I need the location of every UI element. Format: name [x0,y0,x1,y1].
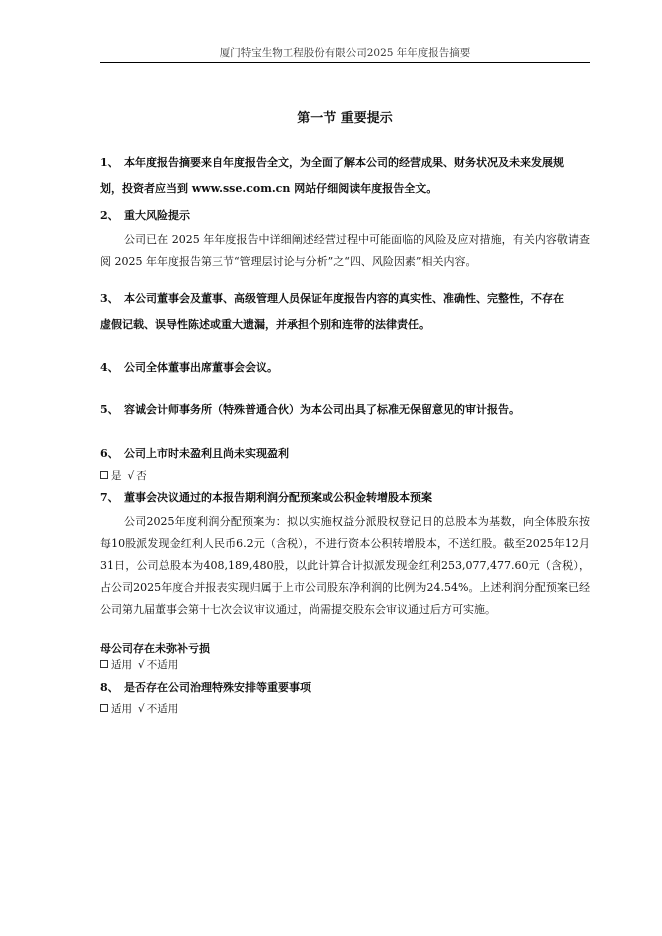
item-4-number: 4、 [100,361,119,374]
item-2-heading: 重大风险提示 [124,209,190,222]
option-no-label: 否 [136,470,147,482]
option-not-applicable-label: 不适用 [146,703,179,715]
checkbox-empty-icon [100,471,108,479]
item-6-number: 6、 [100,447,119,460]
item-8-number: 8、 [100,681,119,694]
item-1-line-2: 划，投资者应当到 www.sse.com.cn 网站仔细阅读年度报告全文。 [100,182,438,195]
check-mark-icon: √ [138,703,145,715]
checkbox-empty-icon [100,704,108,712]
item-2-body: 公司已在 2025 年年度报告中详细阐述经营过程中可能面临的风险及应对措施，有关内容敬请查阅 2025 年年度报告第三节“管理层讨论与分析”之“四、风险因素”相关内容。 [100,233,590,268]
item-7-body: 公司2025年度利润分配预案为：拟以实施权益分派股权登记日的总股本为基数，向全体股东按每10股派发现金红利人民币6.2元（含税），不进行资本公积转增股本，不送红股。截至2025年12月31日，公司总股本为408,189,480股，以此计算合计拟派发现金红利253,077,477.60元（含税），占公司2025年度合并报表实现归属于上市公司股东净利润的比例为24.54%。上述利润分配预案已经公司第九届董事会第十七次会议审议通过，尚需提交股东会审议通过后方可实施。 [100,515,590,616]
item-3-number: 3、 [100,292,119,305]
section-title: 第一节 重要提示 [297,111,393,126]
item-8-heading: 是否存在公司治理特殊安排等重要事项 [124,681,311,694]
item-6-options [100,468,147,484]
item-7-number: 7、 [100,491,119,504]
parent-loss-options [100,657,178,673]
item-6-heading: 公司上市时未盈利且尚未实现盈利 [124,447,289,460]
item-6-heading-row [100,443,590,465]
item-5-text: 容诚会计师事务所（特殊普通合伙）为本公司出具了标准无保留意见的审计报告。 [124,403,520,416]
item-7-heading: 董事会决议通过的本报告期利润分配预案或公积金转增股本预案 [124,491,432,504]
parent-loss-heading: 母公司存在未弥补亏损 [100,642,210,655]
item-3-line-2: 虚假记载、误导性陈述或重大遗漏，并承担个别和连带的法律责任。 [100,318,430,331]
option-applicable-label: 适用 [111,659,132,671]
item-1 [100,152,590,200]
checkbox-empty-icon [100,660,108,668]
check-mark-icon: √ [138,659,145,671]
item-8-heading-row [100,677,590,699]
item-2-number: 2、 [100,209,119,222]
item-5 [100,399,590,421]
item-8-options [100,701,178,717]
option-not-applicable-label: 不适用 [146,659,179,671]
item-7-heading-row [100,487,590,509]
check-mark-icon: √ [127,470,135,482]
item-4 [100,357,590,379]
item-2-heading-row [100,205,590,227]
option-yes-label: 是 [111,470,122,482]
item-3 [100,288,590,336]
item-5-number: 5、 [100,403,119,416]
option-applicable-label: 适用 [111,703,132,715]
item-3-line-1: 本公司董事会及董事、高级管理人员保证年度报告内容的真实性、准确性、完整性，不存在 [124,292,564,305]
item-4-text: 公司全体董事出席董事会会议。 [124,361,278,374]
item-1-line-1: 本年度报告摘要来自年度报告全文，为全面了解本公司的经营成果、财务状况及未来发展规 [124,156,564,169]
item-1-number: 1、 [100,156,119,169]
header-divider [100,62,590,63]
page-header: 厦门特宝生物工程股份有限公司2025 年年度报告摘要 [219,47,471,59]
